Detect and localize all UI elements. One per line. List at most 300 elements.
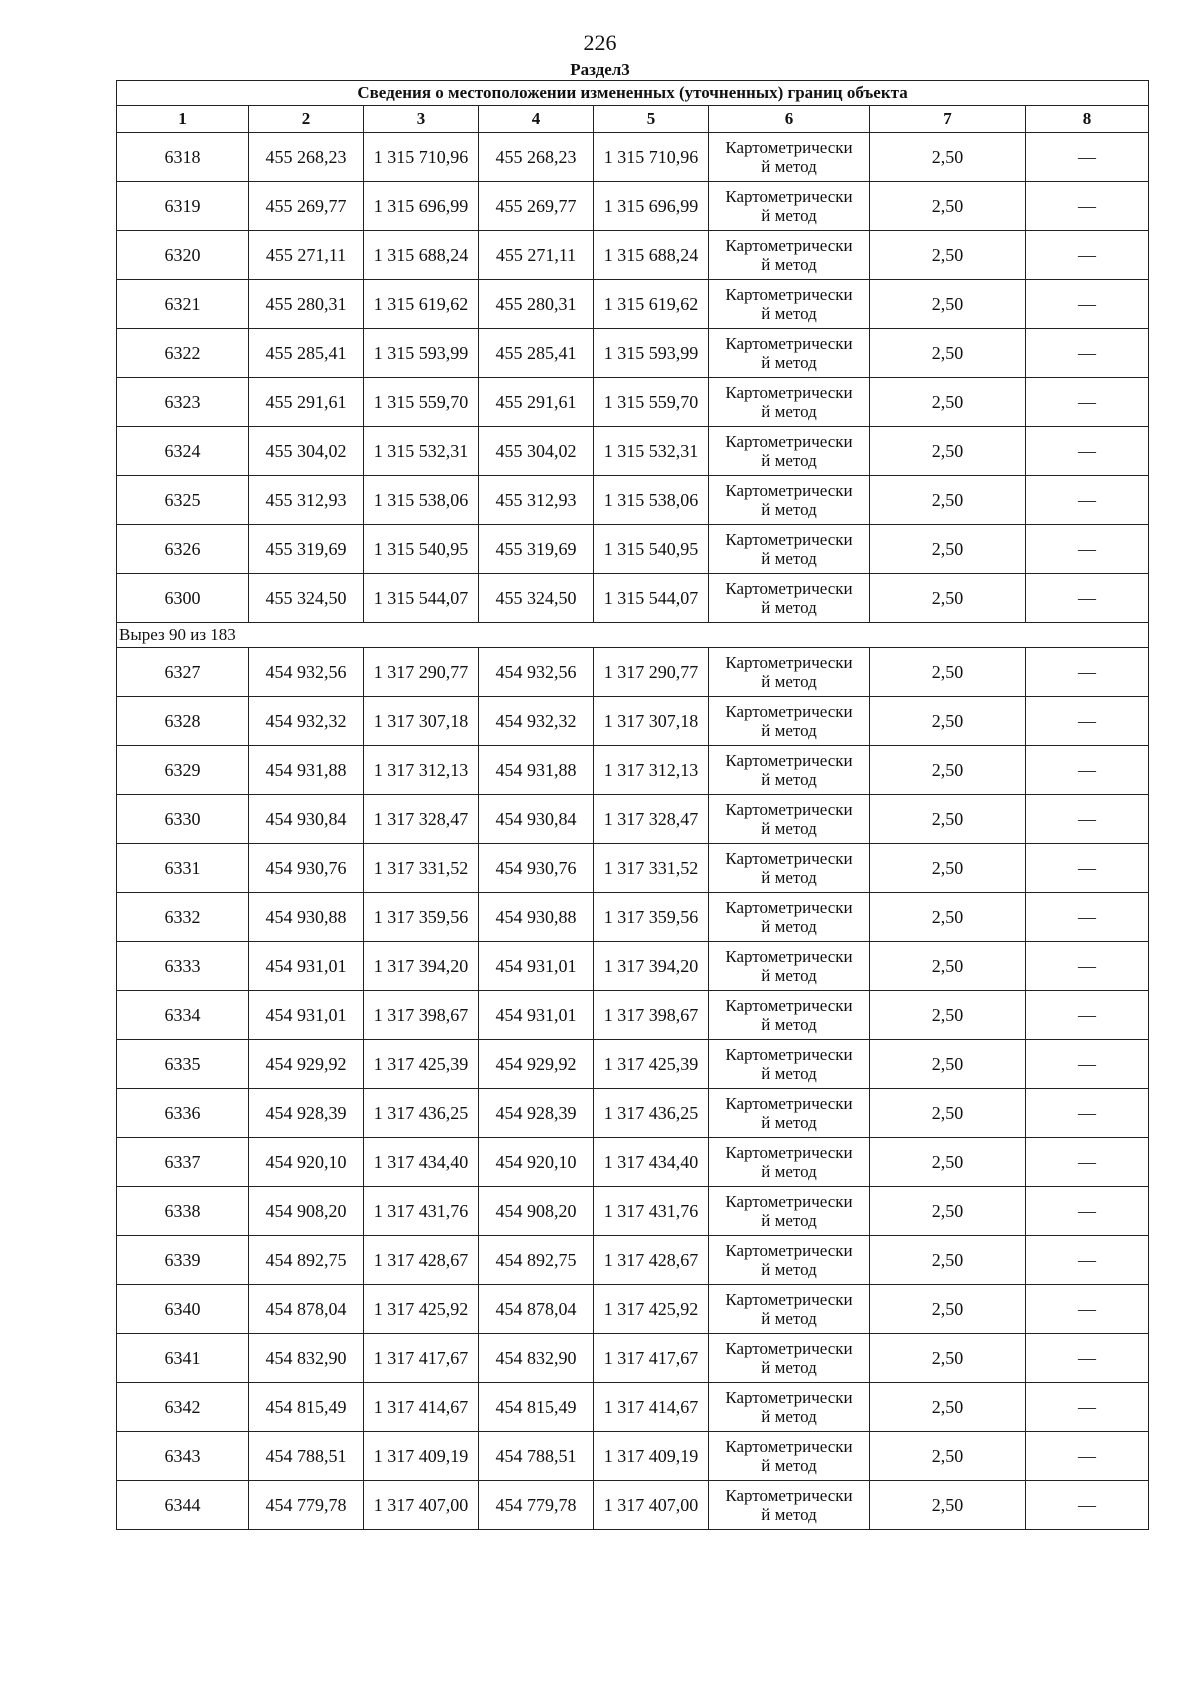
accuracy-cell: 2,50 — [870, 1089, 1026, 1138]
method-line2: й метод — [761, 1015, 817, 1034]
note-cell: — — [1026, 1089, 1149, 1138]
method-cell — [709, 574, 870, 623]
y-coordinate-cell: 1 315 688,24 — [364, 231, 479, 280]
y-coordinate-cell: 1 317 359,56 — [364, 893, 479, 942]
x-coordinate-cell: 454 930,88 — [479, 893, 594, 942]
point-number-cell: 6326 — [117, 525, 249, 574]
method-line2: й метод — [761, 206, 817, 225]
method-line2: й метод — [761, 255, 817, 274]
y-coordinate-cell: 1 315 593,99 — [364, 329, 479, 378]
method-cell — [709, 1334, 870, 1383]
y-coordinate-cell: 1 317 307,18 — [364, 697, 479, 746]
table-row — [117, 280, 1149, 329]
column-number-row — [117, 106, 1149, 133]
point-number-cell: 6329 — [117, 746, 249, 795]
note-cell: — — [1026, 133, 1149, 182]
y-coordinate-cell: 1 315 710,96 — [364, 133, 479, 182]
table-row — [117, 1383, 1149, 1432]
table-row — [117, 1138, 1149, 1187]
method-line1: Картометрически — [725, 1143, 853, 1162]
y-coordinate-cell: 1 317 331,52 — [364, 844, 479, 893]
point-number-cell: 6323 — [117, 378, 249, 427]
accuracy-cell: 2,50 — [870, 1383, 1026, 1432]
x-coordinate-cell: 454 930,84 — [479, 795, 594, 844]
method-line1: Картометрически — [725, 236, 853, 255]
x-coordinate-cell: 454 928,39 — [249, 1089, 364, 1138]
x-coordinate-cell: 455 319,69 — [249, 525, 364, 574]
method-cell — [709, 746, 870, 795]
column-number-header: 3 — [364, 106, 479, 133]
y-coordinate-cell: 1 317 434,40 — [364, 1138, 479, 1187]
note-cell: — — [1026, 1285, 1149, 1334]
accuracy-cell: 2,50 — [870, 378, 1026, 427]
x-coordinate-cell: 455 268,23 — [249, 133, 364, 182]
method-line2: й метод — [761, 500, 817, 519]
point-number-cell: 6324 — [117, 427, 249, 476]
y-coordinate-cell: 1 317 436,25 — [364, 1089, 479, 1138]
method-line1: Картометрически — [725, 1437, 853, 1456]
method-cell — [709, 231, 870, 280]
y-coordinate-cell: 1 315 710,96 — [594, 133, 709, 182]
method-line2: й метод — [761, 451, 817, 470]
table-row — [117, 795, 1149, 844]
method-line2: й метод — [761, 353, 817, 372]
table-row — [117, 231, 1149, 280]
point-number-cell: 6300 — [117, 574, 249, 623]
method-line1: Картометрически — [725, 138, 853, 157]
table-row — [117, 133, 1149, 182]
table-row — [117, 182, 1149, 231]
method-line2: й метод — [761, 1162, 817, 1181]
method-line2: й метод — [761, 304, 817, 323]
method-cell — [709, 1187, 870, 1236]
point-number-cell: 6339 — [117, 1236, 249, 1285]
y-coordinate-cell: 1 315 538,06 — [594, 476, 709, 525]
table-row — [117, 844, 1149, 893]
point-number-cell: 6318 — [117, 133, 249, 182]
method-line2: й метод — [761, 1211, 817, 1230]
y-coordinate-cell: 1 317 407,00 — [364, 1481, 479, 1530]
x-coordinate-cell: 455 280,31 — [479, 280, 594, 329]
accuracy-cell: 2,50 — [870, 893, 1026, 942]
y-coordinate-cell: 1 317 307,18 — [594, 697, 709, 746]
x-coordinate-cell: 455 268,23 — [479, 133, 594, 182]
note-cell: — — [1026, 378, 1149, 427]
note-cell: — — [1026, 427, 1149, 476]
y-coordinate-cell: 1 317 394,20 — [364, 942, 479, 991]
note-cell: — — [1026, 844, 1149, 893]
method-line1: Картометрически — [725, 1241, 853, 1260]
note-cell: — — [1026, 1383, 1149, 1432]
accuracy-cell: 2,50 — [870, 1138, 1026, 1187]
x-coordinate-cell: 455 324,50 — [479, 574, 594, 623]
x-coordinate-cell: 454 788,51 — [249, 1432, 364, 1481]
y-coordinate-cell: 1 317 425,39 — [594, 1040, 709, 1089]
page-number: 226 — [583, 30, 617, 55]
method-cell — [709, 1432, 870, 1481]
column-number-header: 8 — [1026, 106, 1149, 133]
accuracy-cell: 2,50 — [870, 844, 1026, 893]
accuracy-cell: 2,50 — [870, 942, 1026, 991]
table-row — [117, 329, 1149, 378]
x-coordinate-cell: 454 788,51 — [479, 1432, 594, 1481]
note-cell: — — [1026, 1138, 1149, 1187]
method-cell — [709, 525, 870, 574]
method-line1: Картометрически — [725, 481, 853, 500]
y-coordinate-cell: 1 315 544,07 — [364, 574, 479, 623]
x-coordinate-cell: 454 779,78 — [479, 1481, 594, 1530]
x-coordinate-cell: 454 908,20 — [479, 1187, 594, 1236]
x-coordinate-cell: 454 930,88 — [249, 893, 364, 942]
note-cell: — — [1026, 893, 1149, 942]
point-number-cell: 6336 — [117, 1089, 249, 1138]
x-coordinate-cell: 454 931,88 — [249, 746, 364, 795]
method-cell — [709, 1285, 870, 1334]
y-coordinate-cell: 1 317 428,67 — [364, 1236, 479, 1285]
point-number-cell: 6332 — [117, 893, 249, 942]
method-line1: Картометрически — [725, 579, 853, 598]
method-line2: й метод — [761, 1358, 817, 1377]
cut-label: Вырез 90 из 183 — [117, 623, 1149, 648]
x-coordinate-cell: 454 815,49 — [249, 1383, 364, 1432]
x-coordinate-cell: 454 920,10 — [249, 1138, 364, 1187]
point-number-cell: 6340 — [117, 1285, 249, 1334]
x-coordinate-cell: 455 269,77 — [479, 182, 594, 231]
note-cell: — — [1026, 574, 1149, 623]
point-number-cell: 6342 — [117, 1383, 249, 1432]
accuracy-cell: 2,50 — [870, 280, 1026, 329]
method-line2: й метод — [761, 1113, 817, 1132]
point-number-cell: 6338 — [117, 1187, 249, 1236]
y-coordinate-cell: 1 317 328,47 — [594, 795, 709, 844]
method-cell — [709, 697, 870, 746]
table-row — [117, 378, 1149, 427]
accuracy-cell: 2,50 — [870, 746, 1026, 795]
method-cell — [709, 329, 870, 378]
method-cell — [709, 427, 870, 476]
y-coordinate-cell: 1 317 398,67 — [364, 991, 479, 1040]
method-line2: й метод — [761, 672, 817, 691]
note-cell: — — [1026, 525, 1149, 574]
method-line2: й метод — [761, 770, 817, 789]
table-row — [117, 1236, 1149, 1285]
x-coordinate-cell: 454 932,32 — [479, 697, 594, 746]
y-coordinate-cell: 1 315 696,99 — [594, 182, 709, 231]
method-cell — [709, 1383, 870, 1432]
table-row — [117, 525, 1149, 574]
method-line2: й метод — [761, 966, 817, 985]
accuracy-cell: 2,50 — [870, 1236, 1026, 1285]
method-line2: й метод — [761, 549, 817, 568]
method-line2: й метод — [761, 819, 817, 838]
table-row — [117, 1089, 1149, 1138]
y-coordinate-cell: 1 317 414,67 — [364, 1383, 479, 1432]
method-cell — [709, 1138, 870, 1187]
y-coordinate-cell: 1 317 425,39 — [364, 1040, 479, 1089]
x-coordinate-cell: 454 779,78 — [249, 1481, 364, 1530]
method-line1: Картометрически — [725, 898, 853, 917]
x-coordinate-cell: 454 920,10 — [479, 1138, 594, 1187]
accuracy-cell: 2,50 — [870, 427, 1026, 476]
method-cell — [709, 1040, 870, 1089]
method-line1: Картометрически — [725, 285, 853, 304]
y-coordinate-cell: 1 317 417,67 — [594, 1334, 709, 1383]
method-line1: Картометрически — [725, 751, 853, 770]
note-cell: — — [1026, 648, 1149, 697]
y-coordinate-cell: 1 315 559,70 — [364, 378, 479, 427]
x-coordinate-cell: 455 312,93 — [479, 476, 594, 525]
y-coordinate-cell: 1 317 431,76 — [594, 1187, 709, 1236]
y-coordinate-cell: 1 317 312,13 — [364, 746, 479, 795]
note-cell: — — [1026, 329, 1149, 378]
column-number-header: 7 — [870, 106, 1026, 133]
y-coordinate-cell: 1 317 312,13 — [594, 746, 709, 795]
x-coordinate-cell: 455 285,41 — [249, 329, 364, 378]
accuracy-cell: 2,50 — [870, 182, 1026, 231]
y-coordinate-cell: 1 317 359,56 — [594, 893, 709, 942]
method-cell — [709, 844, 870, 893]
x-coordinate-cell: 454 892,75 — [249, 1236, 364, 1285]
y-coordinate-cell: 1 317 290,77 — [594, 648, 709, 697]
point-number-cell: 6322 — [117, 329, 249, 378]
method-cell — [709, 1089, 870, 1138]
method-cell — [709, 133, 870, 182]
method-line2: й метод — [761, 917, 817, 936]
point-number-cell: 6327 — [117, 648, 249, 697]
x-coordinate-cell: 455 280,31 — [249, 280, 364, 329]
point-number-cell: 6330 — [117, 795, 249, 844]
point-number-cell: 6341 — [117, 1334, 249, 1383]
accuracy-cell: 2,50 — [870, 231, 1026, 280]
accuracy-cell: 2,50 — [870, 795, 1026, 844]
table-row — [117, 476, 1149, 525]
y-coordinate-cell: 1 317 409,19 — [364, 1432, 479, 1481]
accuracy-cell: 2,50 — [870, 648, 1026, 697]
method-line1: Картометрически — [725, 1290, 853, 1309]
method-cell — [709, 648, 870, 697]
x-coordinate-cell: 455 319,69 — [479, 525, 594, 574]
method-line1: Картометрически — [725, 849, 853, 868]
x-coordinate-cell: 455 291,61 — [249, 378, 364, 427]
x-coordinate-cell: 454 878,04 — [479, 1285, 594, 1334]
table-row — [117, 991, 1149, 1040]
accuracy-cell: 2,50 — [870, 133, 1026, 182]
x-coordinate-cell: 455 291,61 — [479, 378, 594, 427]
x-coordinate-cell: 454 931,01 — [249, 942, 364, 991]
point-number-cell: 6319 — [117, 182, 249, 231]
method-line2: й метод — [761, 1456, 817, 1475]
method-line2: й метод — [761, 1064, 817, 1083]
x-coordinate-cell: 454 928,39 — [479, 1089, 594, 1138]
method-line1: Картометрически — [725, 187, 853, 206]
y-coordinate-cell: 1 317 434,40 — [594, 1138, 709, 1187]
column-number-header: 2 — [249, 106, 364, 133]
method-cell — [709, 1236, 870, 1285]
table-row — [117, 1334, 1149, 1383]
note-cell: — — [1026, 1236, 1149, 1285]
note-cell: — — [1026, 182, 1149, 231]
column-number-header: 4 — [479, 106, 594, 133]
method-line2: й метод — [761, 598, 817, 617]
table-row — [117, 1481, 1149, 1530]
y-coordinate-cell: 1 315 688,24 — [594, 231, 709, 280]
y-coordinate-cell: 1 317 417,67 — [364, 1334, 479, 1383]
method-line1: Картометрически — [725, 1045, 853, 1064]
point-number-cell: 6328 — [117, 697, 249, 746]
point-number-cell: 6333 — [117, 942, 249, 991]
method-line1: Картометрически — [725, 383, 853, 402]
x-coordinate-cell: 454 929,92 — [249, 1040, 364, 1089]
y-coordinate-cell: 1 317 436,25 — [594, 1089, 709, 1138]
cut-separator-row — [117, 623, 1149, 648]
method-line1: Картометрически — [725, 1192, 853, 1211]
accuracy-cell: 2,50 — [870, 1187, 1026, 1236]
accuracy-cell: 2,50 — [870, 1040, 1026, 1089]
x-coordinate-cell: 455 269,77 — [249, 182, 364, 231]
accuracy-cell: 2,50 — [870, 476, 1026, 525]
method-line1: Картометрически — [725, 800, 853, 819]
x-coordinate-cell: 454 832,90 — [479, 1334, 594, 1383]
table-row — [117, 697, 1149, 746]
x-coordinate-cell: 454 930,76 — [479, 844, 594, 893]
note-cell: — — [1026, 1432, 1149, 1481]
column-number-header: 6 — [709, 106, 870, 133]
method-line1: Картометрически — [725, 432, 853, 451]
method-cell — [709, 182, 870, 231]
y-coordinate-cell: 1 315 540,95 — [364, 525, 479, 574]
note-cell: — — [1026, 280, 1149, 329]
x-coordinate-cell: 454 930,84 — [249, 795, 364, 844]
method-cell — [709, 476, 870, 525]
table-body — [117, 133, 1149, 1530]
x-coordinate-cell: 455 304,02 — [249, 427, 364, 476]
y-coordinate-cell: 1 315 696,99 — [364, 182, 479, 231]
y-coordinate-cell: 1 315 619,62 — [594, 280, 709, 329]
point-number-cell: 6334 — [117, 991, 249, 1040]
section-title: Раздел3 — [570, 60, 630, 79]
note-cell: — — [1026, 1481, 1149, 1530]
x-coordinate-cell: 454 931,01 — [249, 991, 364, 1040]
method-line2: й метод — [761, 157, 817, 176]
y-coordinate-cell: 1 317 428,67 — [594, 1236, 709, 1285]
y-coordinate-cell: 1 317 328,47 — [364, 795, 479, 844]
method-line1: Картометрически — [725, 1486, 853, 1505]
x-coordinate-cell: 455 271,11 — [479, 231, 594, 280]
point-number-cell: 6320 — [117, 231, 249, 280]
method-line2: й метод — [761, 868, 817, 887]
x-coordinate-cell: 454 932,32 — [249, 697, 364, 746]
table-row — [117, 574, 1149, 623]
table-row — [117, 746, 1149, 795]
y-coordinate-cell: 1 315 593,99 — [594, 329, 709, 378]
note-cell: — — [1026, 991, 1149, 1040]
point-number-cell: 6344 — [117, 1481, 249, 1530]
point-number-cell: 6335 — [117, 1040, 249, 1089]
point-number-cell: 6325 — [117, 476, 249, 525]
y-coordinate-cell: 1 317 409,19 — [594, 1432, 709, 1481]
y-coordinate-cell: 1 317 290,77 — [364, 648, 479, 697]
y-coordinate-cell: 1 317 425,92 — [594, 1285, 709, 1334]
x-coordinate-cell: 455 285,41 — [479, 329, 594, 378]
x-coordinate-cell: 455 304,02 — [479, 427, 594, 476]
method-cell — [709, 991, 870, 1040]
column-number-header: 1 — [117, 106, 249, 133]
y-coordinate-cell: 1 317 425,92 — [364, 1285, 479, 1334]
table-row — [117, 1187, 1149, 1236]
x-coordinate-cell: 454 931,01 — [479, 991, 594, 1040]
method-cell — [709, 893, 870, 942]
column-number-header: 5 — [594, 106, 709, 133]
point-number-cell: 6337 — [117, 1138, 249, 1187]
x-coordinate-cell: 454 892,75 — [479, 1236, 594, 1285]
accuracy-cell: 2,50 — [870, 697, 1026, 746]
x-coordinate-cell: 454 931,01 — [479, 942, 594, 991]
table-row — [117, 942, 1149, 991]
table-row — [117, 893, 1149, 942]
table-row — [117, 648, 1149, 697]
table-caption: Сведения о местоположении измененных (уточненных) границ объекта — [117, 81, 1149, 106]
method-line2: й метод — [761, 721, 817, 740]
accuracy-cell: 2,50 — [870, 525, 1026, 574]
accuracy-cell: 2,50 — [870, 1285, 1026, 1334]
method-line2: й метод — [761, 1260, 817, 1279]
method-cell — [709, 378, 870, 427]
x-coordinate-cell: 455 312,93 — [249, 476, 364, 525]
x-coordinate-cell: 454 929,92 — [479, 1040, 594, 1089]
note-cell: — — [1026, 795, 1149, 844]
method-line1: Картометрически — [725, 947, 853, 966]
x-coordinate-cell: 454 908,20 — [249, 1187, 364, 1236]
accuracy-cell: 2,50 — [870, 991, 1026, 1040]
accuracy-cell: 2,50 — [870, 1432, 1026, 1481]
method-line2: й метод — [761, 1309, 817, 1328]
method-line1: Картометрически — [725, 996, 853, 1015]
y-coordinate-cell: 1 315 538,06 — [364, 476, 479, 525]
method-line1: Картометрически — [725, 334, 853, 353]
note-cell: — — [1026, 1040, 1149, 1089]
point-number-cell: 6343 — [117, 1432, 249, 1481]
point-number-cell: 6321 — [117, 280, 249, 329]
x-coordinate-cell: 455 324,50 — [249, 574, 364, 623]
y-coordinate-cell: 1 317 407,00 — [594, 1481, 709, 1530]
y-coordinate-cell: 1 317 431,76 — [364, 1187, 479, 1236]
point-number-cell: 6331 — [117, 844, 249, 893]
x-coordinate-cell: 454 932,56 — [249, 648, 364, 697]
y-coordinate-cell: 1 315 559,70 — [594, 378, 709, 427]
x-coordinate-cell: 454 832,90 — [249, 1334, 364, 1383]
y-coordinate-cell: 1 317 414,67 — [594, 1383, 709, 1432]
accuracy-cell: 2,50 — [870, 574, 1026, 623]
table-row — [117, 427, 1149, 476]
y-coordinate-cell: 1 315 532,31 — [364, 427, 479, 476]
y-coordinate-cell: 1 315 540,95 — [594, 525, 709, 574]
method-line1: Картометрически — [725, 702, 853, 721]
method-line1: Картометрически — [725, 530, 853, 549]
table-row — [117, 1040, 1149, 1089]
x-coordinate-cell: 454 932,56 — [479, 648, 594, 697]
accuracy-cell: 2,50 — [870, 329, 1026, 378]
note-cell: — — [1026, 1334, 1149, 1383]
note-cell: — — [1026, 746, 1149, 795]
coordinates-table — [116, 80, 1149, 1530]
note-cell: — — [1026, 231, 1149, 280]
method-line2: й метод — [761, 402, 817, 421]
y-coordinate-cell: 1 315 544,07 — [594, 574, 709, 623]
x-coordinate-cell: 454 931,88 — [479, 746, 594, 795]
x-coordinate-cell: 455 271,11 — [249, 231, 364, 280]
table-row — [117, 1285, 1149, 1334]
y-coordinate-cell: 1 315 532,31 — [594, 427, 709, 476]
